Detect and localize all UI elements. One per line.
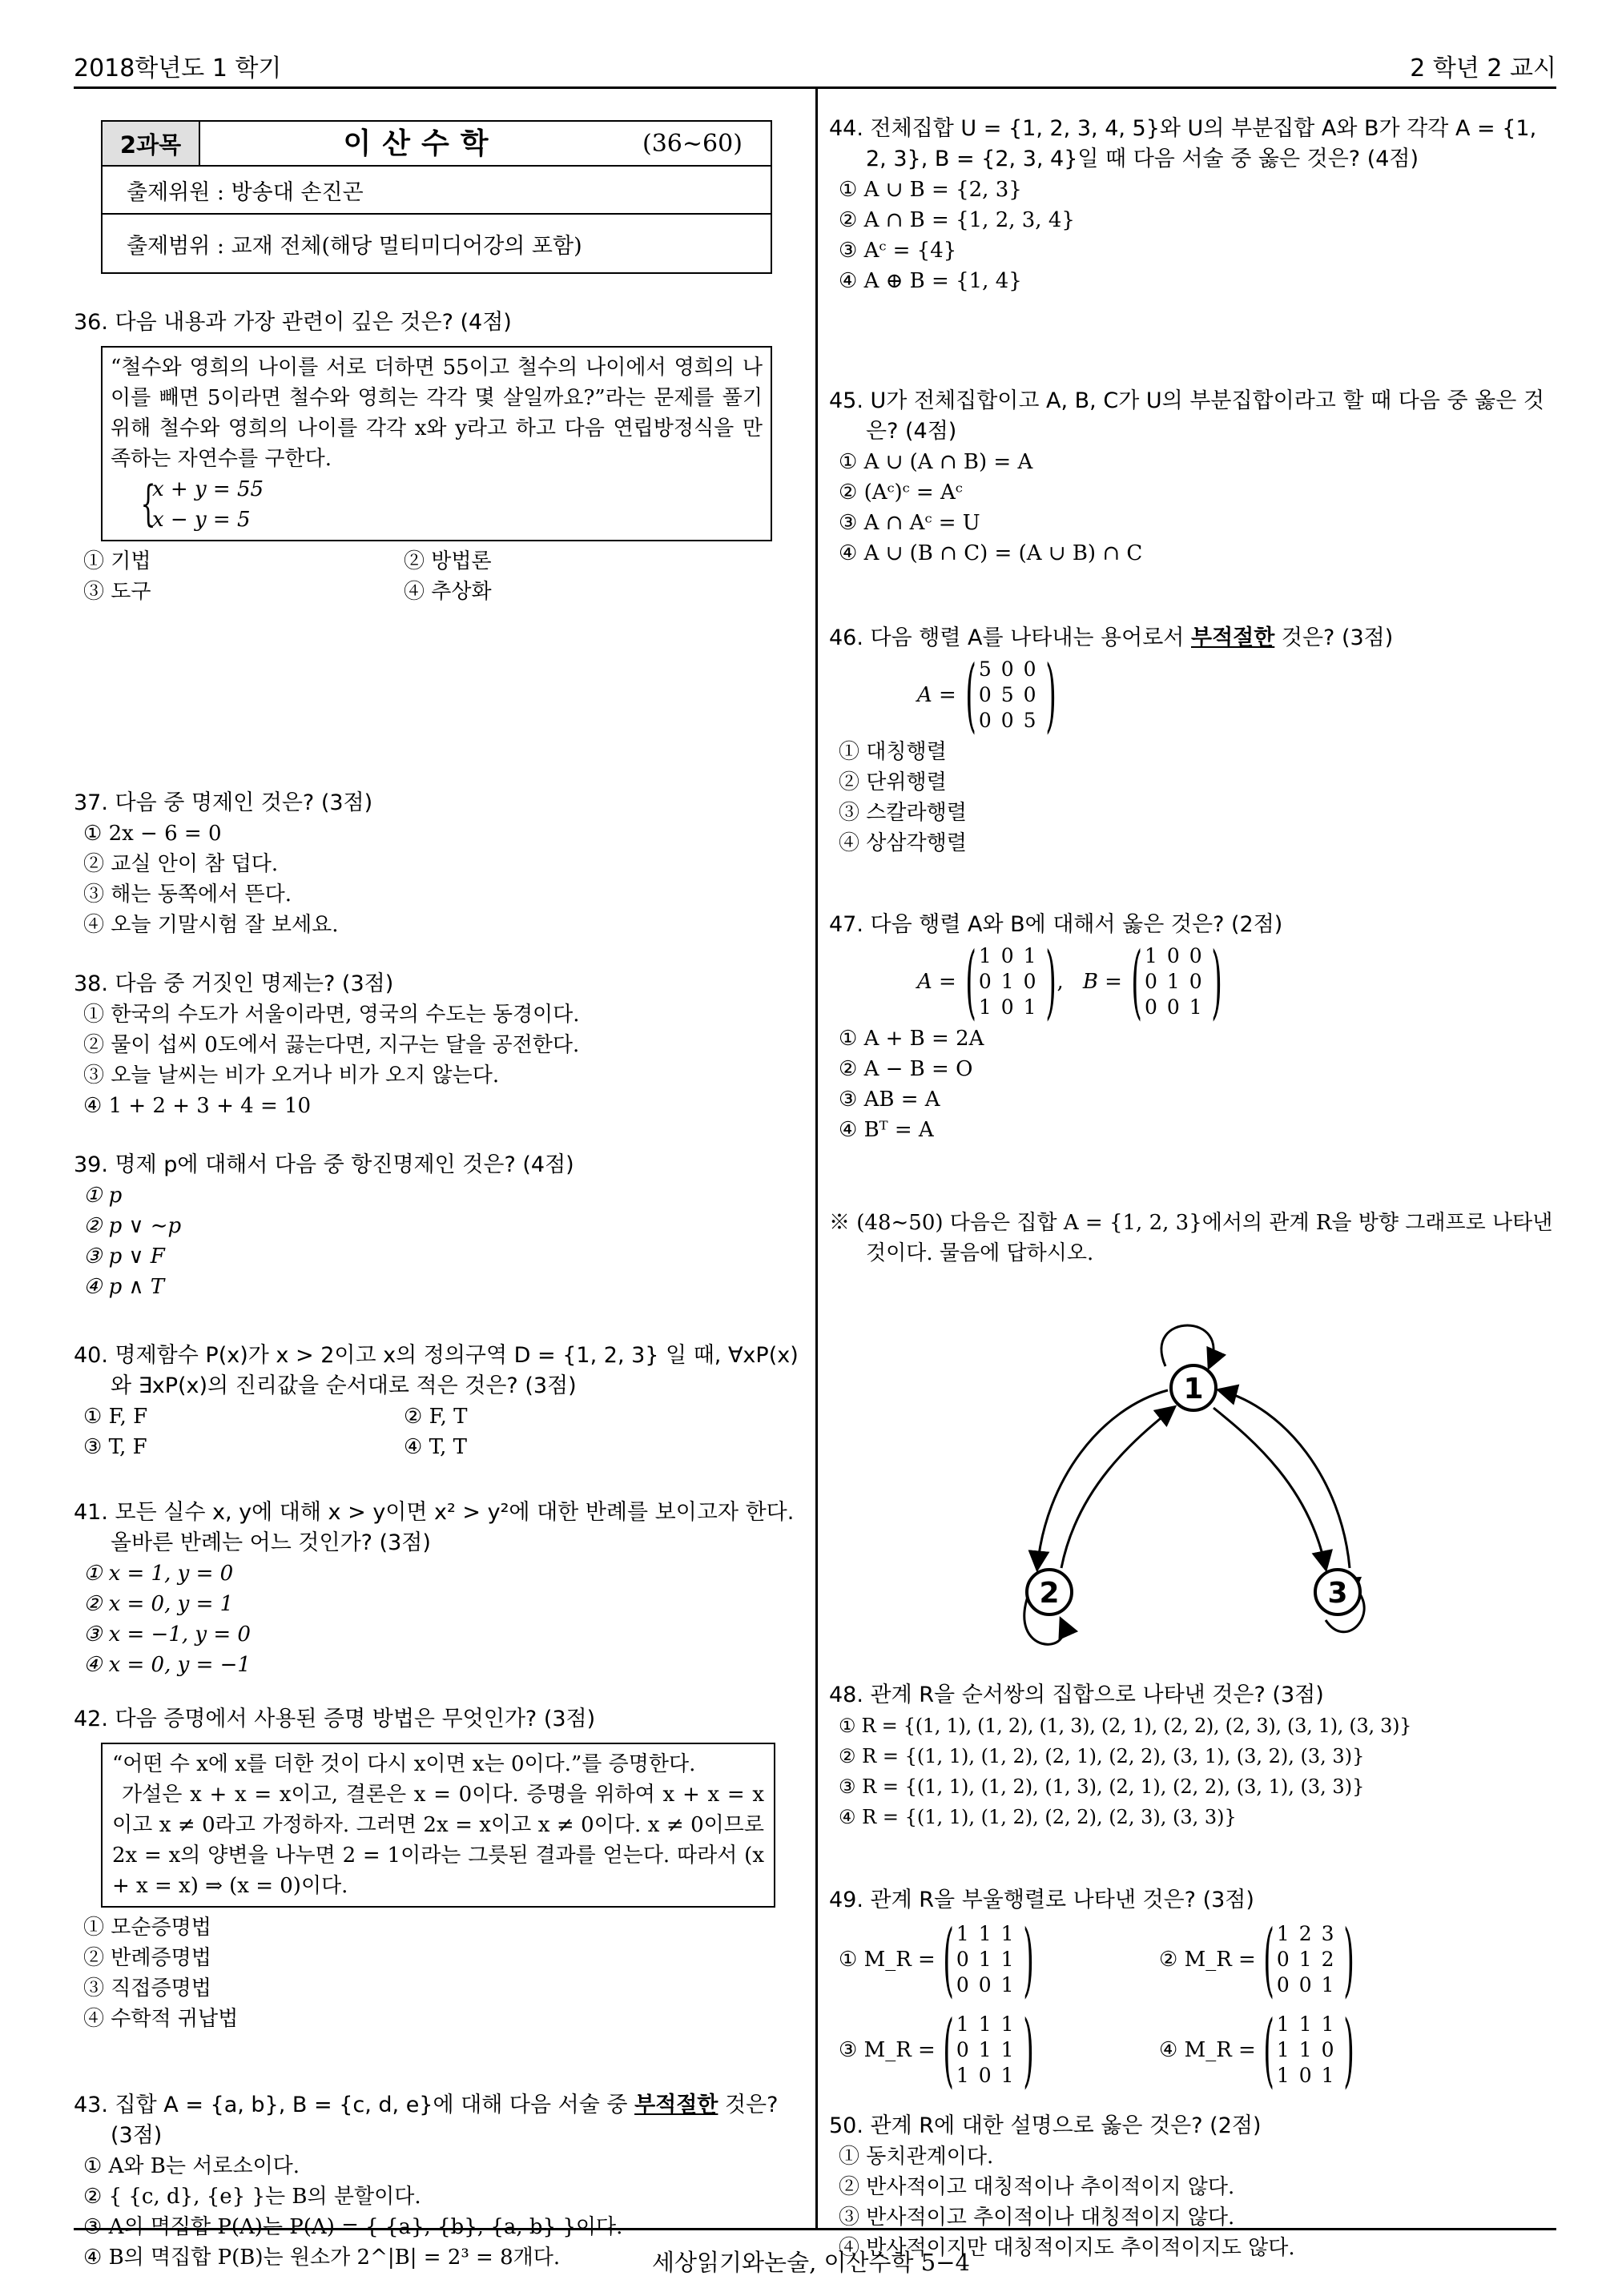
column-divider [815, 88, 818, 2230]
q38-option-2[interactable]: ② 물이 섭씨 0도에서 끓는다면, 지구는 달을 공전한다. [83, 1033, 580, 1057]
q36-option-1[interactable]: ① 기법 [83, 549, 151, 573]
q46-option-2[interactable]: ② 단위행렬 [839, 770, 947, 794]
question-42 [74, 1704, 807, 2034]
q44-option-4[interactable]: ④ A ⊕ B = {1, 4} [839, 269, 1022, 293]
header-semester: 2018학년도 1 학기 [74, 54, 282, 82]
q41-option-1[interactable]: ① x = 1, y = 0 [83, 1562, 234, 1586]
q36-option-3[interactable]: ③ 도구 [83, 580, 151, 604]
question-44 [829, 114, 1558, 296]
matrix-cells [1272, 1921, 1339, 1998]
q43-title-post: 것은? (3점) [111, 2093, 779, 2148]
q49-matrix-3: ( 1 1 1 0 1 1 1 0 1 ) [943, 2003, 1034, 2097]
matrix-cells [974, 657, 1041, 734]
q43-title-emphasis: 부적절한 [634, 2093, 718, 2117]
matrix-cell: 1 [1000, 970, 1014, 993]
q36-eq1: x + y = 55 [152, 477, 264, 501]
q46-option-1[interactable]: ① 대칭행렬 [839, 740, 947, 764]
left-column [74, 94, 807, 2270]
q46-title [829, 623, 1558, 653]
matrix-cell: 1 [1298, 2013, 1312, 2036]
q47-option-3[interactable]: ③ AB = A [839, 1088, 940, 1112]
q38-option-1[interactable]: ① 한국의 수도가 서울이라면, 영국의 수도는 동경이다. [83, 1003, 580, 1027]
subject-range: (36∼60) [642, 130, 743, 158]
q38-option-4[interactable]: ④ 1 + 2 + 3 + 4 = 10 [83, 1094, 312, 1118]
edge-1-3 [1213, 1408, 1326, 1568]
question-39 [74, 1150, 807, 1302]
q41-option-4[interactable]: ④ x = 0, y = −1 [83, 1653, 251, 1677]
matrix-cell: 1 [978, 2038, 992, 2061]
matrix-cell: 0 [1321, 2038, 1334, 2061]
q42-option-4[interactable]: ④ 수학적 귀납법 [83, 2007, 239, 2031]
q47-title: 47. 다음 행렬 A와 B에 대해서 옳은 것은? (2점) [829, 912, 1283, 937]
matrix-cell: 0 [1023, 970, 1036, 993]
subject-code: 2과목 [103, 122, 200, 165]
question-49 [829, 1885, 1558, 2097]
q36-box [101, 346, 772, 541]
q43-option-4[interactable]: ④ B의 멱집합 P(B)는 원소가 2^|B| = 2³ = 8개다. [83, 2246, 561, 2270]
q50-option-3[interactable]: ③ 반사적이고 추이적이나 대칭적이지 않다. [839, 2206, 1235, 2230]
q40-option-2[interactable]: ② F, T [404, 1405, 468, 1429]
q49-option-2[interactable] [1159, 1912, 1354, 2006]
matrix-cell: 0 [978, 970, 992, 993]
q47-matrix-a: ( 1 0 1 0 1 0 1 0 1 ) [965, 935, 1057, 1028]
q48-option-4[interactable]: ④ R = {(1, 1), (1, 2), (2, 2), (2, 3), (3, 3)} [839, 1806, 1237, 1828]
q45-title: 45. U가 전체집합이고 A, B, C가 U의 부분집합이라고 할 때 다음 중 옳은 것은? (4점) [829, 388, 1545, 444]
header-grade-period: 2 학년 2 교시 [1410, 54, 1556, 82]
matrix-cell: 1 [1023, 995, 1036, 1019]
question-36 [74, 308, 807, 607]
matrix-cell: 1 [1321, 2013, 1334, 2036]
q49-matrix-2: ( 1 2 3 0 1 2 0 0 1 ) [1263, 1912, 1354, 2006]
matrix-cell: 1 [1321, 1973, 1334, 1996]
matrix-cell: 5 [1000, 683, 1014, 706]
q40-option-3[interactable]: ③ T, F [83, 1435, 147, 1459]
matrix-cell: 3 [1321, 1922, 1334, 1945]
q46-matrix-row [829, 648, 1558, 742]
q49-option-1-label: ① M_R = [839, 1948, 936, 1972]
q46-title-emphasis: 부적절한 [1190, 625, 1275, 650]
matrix-cell: 1 [1144, 944, 1157, 967]
matrix-cell: 1 [956, 2064, 969, 2087]
q42-box-claim: “어떤 수 x에 x를 더한 것이 다시 x이면 x는 0이다.”를 증명한다. [112, 1752, 696, 1776]
matrix-cell: 0 [1000, 657, 1014, 681]
q46-matrix-label: A = [917, 683, 956, 707]
matrix-cell: 1 [1276, 2064, 1290, 2087]
footer-text: 세상읽기와논술, 이산수학 5−4 [651, 2249, 970, 2276]
matrix-cell: 1 [1298, 1948, 1312, 1971]
q50-option-2[interactable]: ② 반사적이고 대칭적이나 추이적이지 않다. [839, 2175, 1235, 2199]
matrix-cell: 0 [1276, 1948, 1290, 1971]
matrix-cell: 1 [1298, 2038, 1312, 2061]
matrix-cells [952, 1921, 1019, 1998]
q36-options-row1 [74, 546, 807, 577]
question-45 [829, 386, 1558, 569]
q36-eq2: x − y = 5 [152, 508, 251, 532]
q49-option-3-label: ③ M_R = [839, 2038, 936, 2062]
q40-option-1[interactable]: ① F, F [83, 1405, 148, 1429]
q38-title: 38. 다음 중 거짓인 명제는? (3점) [74, 971, 394, 996]
q50-option-1[interactable]: ① 동치관계이다. [839, 2145, 994, 2169]
q39-option-3[interactable]: ③ p ∨ F [83, 1245, 165, 1269]
matrix-cell: 5 [1023, 709, 1036, 732]
matrix-cell: 2 [1298, 1922, 1312, 1945]
q36-system [111, 474, 763, 535]
matrix-cell: 0 [1189, 970, 1202, 993]
matrix-cell: 1 [1000, 2038, 1014, 2061]
q49-row2[interactable] [829, 2004, 1558, 2097]
q46-title-pre: 46. 다음 행렬 A를 나타내는 용어로서 [829, 625, 1191, 650]
matrix-cell: 0 [1298, 2064, 1312, 2087]
matrix-cell: 1 [1321, 2064, 1334, 2087]
matrix-cell: 0 [1000, 944, 1014, 967]
q39-title: 39. 명제 p에 대해서 다음 중 항진명제인 것은? (4점) [74, 1152, 574, 1177]
q46-title-post: 것은? (3점) [1274, 625, 1394, 650]
q40-options-row2 [74, 1432, 807, 1462]
q37-option-2[interactable]: ② 교실 안이 참 덥다. [83, 852, 279, 876]
matrix-cells [1140, 943, 1207, 1020]
q39-option-4[interactable]: ④ p ∧ T [83, 1275, 165, 1299]
q46-option-4[interactable]: ④ 상삼각행렬 [839, 831, 967, 855]
matrix-cell: 2 [1321, 1948, 1334, 1971]
matrix-cell: 0 [978, 709, 992, 732]
matrix-cell: 0 [1023, 683, 1036, 706]
q43-option-1[interactable]: ① A와 B는 서로소이다. [83, 2154, 300, 2178]
q36-option-2[interactable]: ② 방법론 [404, 549, 492, 573]
q42-box [101, 1743, 775, 1908]
q42-option-2[interactable]: ② 반례증명법 [83, 1946, 211, 1970]
q39-option-2[interactable]: ② p ∨ ∼p [83, 1214, 182, 1238]
matrix-cell: 1 [1000, 1973, 1014, 1996]
matrix-cells [974, 943, 1041, 1020]
matrix-cell: 1 [1276, 2013, 1290, 2036]
q49-option-4[interactable] [1159, 2003, 1354, 2097]
matrix-cell: 0 [956, 1973, 969, 1996]
q44-option-1[interactable]: ① A ∪ B = {2, 3} [839, 178, 1022, 202]
q50-option-4[interactable]: ④ 반사적이지만 대칭적이지도 추이적이지도 않다. [839, 2236, 1295, 2260]
q49-option-3[interactable] [839, 2003, 1159, 2097]
matrix-cells [1272, 2012, 1339, 2089]
question-40 [74, 1341, 807, 1462]
matrix-cell: 1 [1166, 970, 1180, 993]
question-38 [74, 969, 807, 1121]
q45-option-3[interactable]: ③ A ∩ Aᶜ = U [839, 511, 980, 535]
question-50 [829, 2111, 1558, 2263]
matrix-cell: 0 [978, 683, 992, 706]
q48-option-1[interactable]: ① R = {(1, 1), (1, 2), (1, 3), (2, 1), (2, 2), (2, 3), (3, 1), (3, 3)} [839, 1715, 1412, 1737]
q49-matrix-4: ( 1 1 1 1 1 0 1 0 1 ) [1263, 2003, 1354, 2097]
q36-brace: { [140, 476, 156, 532]
node-3-label: 3 [1327, 1577, 1348, 1610]
matrix-cell: 0 [956, 1948, 969, 1971]
matrix-cell: 0 [1298, 1973, 1312, 1996]
node-1-label: 1 [1183, 1373, 1204, 1405]
matrix-cell: 1 [1000, 1922, 1014, 1945]
q50-title: 50. 관계 R에 대한 설명으로 옳은 것은? (2점) [829, 2113, 1262, 2138]
q46-matrix: ( 5 0 0 0 5 0 0 0 5 ) [965, 648, 1057, 742]
q47-comma: , [1057, 970, 1064, 994]
relation-digraph [1013, 1280, 1382, 1648]
q49-option-2-label: ② M_R = [1159, 1948, 1256, 1972]
node-2-label: 2 [1039, 1577, 1060, 1610]
q48-option-2[interactable]: ② R = {(1, 1), (1, 2), (2, 1), (2, 2), (3, 1), (3, 2), (3, 3)} [839, 1745, 1365, 1767]
matrix-cell: 0 [1276, 1973, 1290, 1996]
question-43 [74, 2090, 807, 2273]
q45-option-4[interactable]: ④ A ∪ (B ∩ C) = (A ∪ B) ∩ C [839, 541, 1143, 565]
question-47 [829, 910, 1558, 1145]
matrix-cell: 1 [956, 2013, 969, 2036]
matrix-cell: 0 [1000, 995, 1014, 1019]
matrix-cell: 0 [956, 2038, 969, 2061]
matrix-cell: 0 [1000, 709, 1014, 732]
q45-option-1[interactable]: ① A ∪ (A ∩ B) = A [839, 450, 1033, 474]
q39-option-1[interactable]: ① p [83, 1184, 123, 1208]
q37-title: 37. 다음 중 명제인 것은? (3점) [74, 790, 373, 815]
q36-title: 36. 다음 내용과 가장 관련이 깊은 것은? (4점) [74, 310, 512, 335]
matrix-cell: 1 [956, 1922, 969, 1945]
q47-option-4[interactable]: ④ Bᵀ = A [839, 1118, 934, 1142]
q36-option-4[interactable]: ④ 추상화 [404, 580, 492, 604]
q49-matrix-1: ( 1 1 1 0 1 1 0 0 1 ) [943, 1912, 1034, 2006]
q41-title: 41. 모든 실수 x, y에 대해 x > y이면 x² > y²에 대한 반례를 보이고자 한다. 올바른 반례는 어느 것인가? (3점) [74, 1500, 795, 1555]
subject-scope: 출제범위 : 교재 전체(해당 멀티미디어강의 포함) [127, 233, 582, 259]
question-41 [74, 1498, 807, 1680]
matrix-cell: 0 [1144, 970, 1157, 993]
q38-option-3[interactable]: ③ 오늘 날씨는 비가 오거나 비가 오지 않는다. [83, 1064, 500, 1088]
matrix-cell: 1 [1189, 995, 1202, 1019]
q47-option-1[interactable]: ① A + B = 2A [839, 1027, 984, 1051]
q41-option-2[interactable]: ② x = 0, y = 1 [83, 1592, 234, 1616]
subject-box [101, 120, 772, 274]
matrix-cell: 1 [978, 1948, 992, 1971]
note-text: ※ (48∼50) 다음은 집합 A = {1, 2, 3}에서의 관계 R을 방향 그래프로 나타낸 것이다. 물음에 답하시오. [829, 1211, 1553, 1265]
q46-option-3[interactable]: ③ 스칼라행렬 [839, 801, 967, 825]
edge-2-1 [1061, 1408, 1173, 1568]
q49-option-1[interactable] [839, 1912, 1159, 2006]
matrix-cell: 1 [978, 944, 992, 967]
matrix-cell: 1 [978, 2013, 992, 2036]
q44-option-2[interactable]: ② A ∩ B = {1, 2, 3, 4} [839, 208, 1075, 232]
question-48 [829, 1680, 1558, 1832]
q43-option-2[interactable]: ② { {c, d}, {e} }는 B의 분할이다. [83, 2185, 421, 2209]
subject-title: 이산수학 [343, 127, 500, 160]
q37-option-1[interactable]: ① 2x − 6 = 0 [83, 822, 222, 846]
q43-title-pre: 43. 집합 A = {a, b}, B = {c, d, e}에 대해 다음 서술 중 [74, 2093, 635, 2117]
q37-option-4[interactable]: ④ 오늘 기말시험 잘 보세요. [83, 913, 339, 937]
question-37 [74, 788, 807, 940]
matrix-cell: 1 [1276, 1922, 1290, 1945]
matrix-cells [952, 2012, 1019, 2089]
matrix-cell: 5 [978, 657, 992, 681]
q42-title: 42. 다음 증명에서 사용된 증명 방법은 무엇인가? (3점) [74, 1707, 596, 1731]
matrix-cell: 1 [1276, 2038, 1290, 2061]
q49-option-4-label: ④ M_R = [1159, 2038, 1256, 2062]
matrix-cell: 1 [978, 995, 992, 1019]
matrix-cell: 0 [978, 2064, 992, 2087]
q45-option-2[interactable]: ② (Aᶜ)ᶜ = Aᶜ [839, 481, 963, 505]
matrix-cell: 0 [1189, 944, 1202, 967]
q41-option-3[interactable]: ③ x = −1, y = 0 [83, 1622, 251, 1647]
matrix-cell: 1 [1000, 2064, 1014, 2087]
q36-box-text: “철수와 영희의 나이를 서로 더하면 55이고 철수의 나이에서 영희의 나이를 빼면 5이라면 철수와 영희는 각각 몇 살일까요?”라는 문제를 풀기 위해 철수와 영희의 나이를 각각 x와 y라고 하고 다음 연립방정식을 만족하는 자연수를 구한다. [111, 356, 763, 471]
q43-option-3[interactable]: ③ A의 멱집합 P(A)는 P(A) = { {a}, {b}, {a, b} }이다. [83, 2215, 623, 2239]
q42-option-1[interactable]: ① 모순증명법 [83, 1916, 211, 1940]
q43-title [74, 2090, 807, 2151]
q47-matrix-b-label: B = [1082, 970, 1122, 994]
matrix-cell: 0 [1023, 657, 1036, 681]
q44-option-3[interactable]: ③ Aᶜ = {4} [839, 239, 957, 263]
q44-title: 44. 전체집합 U = {1, 2, 3, 4, 5}와 U의 부분집합 A와 B가 각각 A = {1, 2, 3}, B = {2, 3, 4}일 때 다음 서술 중 옳은 것은? (4점) [829, 116, 1537, 171]
matrix-cell: 1 [978, 1922, 992, 1945]
matrix-cell: 0 [1166, 944, 1180, 967]
matrix-cell: 1 [1000, 1948, 1014, 1971]
matrix-cell: 1 [1023, 944, 1036, 967]
q42-box-proof: 가설은 x + x = x이고, 결론은 x = 0이다. 증명을 위하여 x + x = x이고 x ≠ 0라고 가정하자. 그러면 2x = x이고 x ≠ 0이다. x ≠ 0이므로 2x = x의 양변을 나누면 2 = 1이라는 그릇된 결과를 얻는다. 따라서 (x + x = x) ⇒ (x = 0)이다. [112, 1783, 764, 1898]
matrix-cell: 0 [978, 1973, 992, 1996]
q42-option-3[interactable]: ③ 직접증명법 [83, 1976, 211, 2000]
matrix-cell: 1 [1000, 2013, 1014, 2036]
question-46 [829, 623, 1558, 858]
note-48-50 [829, 1208, 1558, 1269]
q47-matrix-b: ( 1 0 0 0 1 0 0 0 1 ) [1131, 935, 1222, 1028]
matrix-cell: 0 [1144, 995, 1157, 1019]
q47-option-2[interactable]: ② A − B = O [839, 1057, 973, 1081]
q49-title: 49. 관계 R을 부울행렬로 나타낸 것은? (3점) [829, 1888, 1254, 1912]
subject-author: 출제위원 : 방송대 손진곤 [103, 167, 771, 215]
q47-matrix-row [829, 935, 1558, 1028]
q48-option-3[interactable]: ③ R = {(1, 1), (1, 2), (1, 3), (2, 1), (2, 2), (3, 1), (3, 3)} [839, 1775, 1365, 1798]
q37-option-3[interactable]: ③ 해는 동쪽에서 뜬다. [83, 883, 292, 907]
q49-row1[interactable] [829, 1912, 1558, 2006]
q40-option-4[interactable]: ④ T, T [404, 1435, 467, 1459]
q47-matrix-a-label: A = [917, 970, 956, 994]
q48-title: 48. 관계 R을 순서쌍의 집합으로 나타낸 것은? (3점) [829, 1683, 1324, 1707]
q36-options-row2 [74, 577, 807, 607]
edge-1-1 [1161, 1325, 1213, 1366]
matrix-cell: 0 [1166, 995, 1180, 1019]
q40-title: 40. 명제함수 P(x)가 x > 2이고 x의 정의구역 D = {1, 2, 3} 일 때, ∀xP(x)와 ∃xP(x)의 진리값을 순서대로 적은 것은? (3점) [74, 1343, 799, 1398]
q40-options-row1 [74, 1401, 807, 1432]
